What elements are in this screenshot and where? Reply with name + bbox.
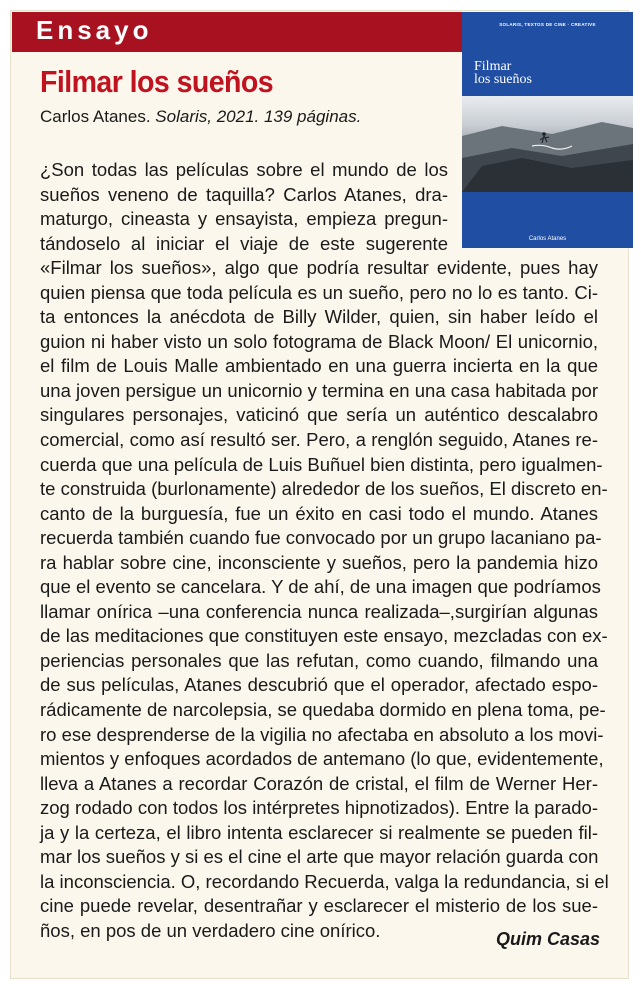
body-line: periencias personales que las refutan, como cuando, filmando una	[40, 649, 598, 671]
body-line: una joven persigue un unicornio y termina en una casa habitada por	[40, 379, 598, 401]
review-author-signature: Quim Casas	[495, 929, 600, 949]
body-line: guion ni haber visto un solo fotograma de Black Moon/ El unicornio,	[40, 330, 598, 352]
body-line: te construida (burlonamente) alrededor de los sueños, El discreto en-	[40, 478, 608, 500]
cover-title-line-1: Filmar	[474, 59, 512, 74]
body-line: ja y la certeza, el libro intenta esclarecer si realmente se pueden fil-	[40, 821, 598, 843]
body-line: maturgo, cineasta y ensayista, empieza pregun-	[40, 208, 448, 230]
body-line: sueños veneno de taquilla? Carlos Atanes, dra-	[40, 183, 448, 205]
body-line: zog rodado con todos los intérpretes hipnotizados). Entre la parado-	[40, 797, 598, 819]
body-line: cine puede revelar, desentrañar y esclarecer el misterio de los sue-	[40, 895, 598, 917]
body-line: ro ese desprenderse de la vigilia no afectaba en absoluto a los movi-	[40, 723, 604, 745]
body-line: ta entonces la anécdota de Billy Wilder, quien, sin haber leído el	[40, 306, 598, 328]
body-line: llamar onírica –una conferencia nunca realizada–,surgirían algunas	[40, 600, 598, 622]
body-line: mar los sueños y si es el cine el arte que mayor relación guarda con	[40, 846, 599, 868]
body-line: rádicamente de narcolepsia, se quedaba dormido en plena toma, pe-	[40, 699, 606, 721]
article-title: Filmar los sueños	[40, 64, 274, 99]
body-line: de las meditaciones que constituyen este ensayo, mezcladas con ex-	[40, 625, 608, 647]
body-line: singulares personajes, vaticinó que sería un auténtico descalabro	[40, 404, 598, 426]
cover-series-label: SOLARIS, TEXTOS DE CINE · CREATIVE	[499, 22, 596, 27]
body-line: canto de la burguesía, fue un éxito en casi todo el mundo. Atanes	[40, 502, 598, 524]
section-label: Ensayo	[36, 15, 153, 45]
body-line: mientos y enfoques acordados de antemano (lo que, evidentemente,	[40, 748, 604, 770]
body-line: cuerda que una película de Luis Buñuel bien distinta, pero igualmen-	[40, 453, 603, 475]
cover-title	[474, 60, 532, 86]
body-line: la inconsciencia. O, recordando Recuerda, valga la redundancia, si el	[40, 870, 609, 892]
body-line: ños, en pos de un verdadero cine onírico.	[40, 919, 381, 941]
body-line: de sus películas, Atanes descubrió que el operador, afectado espo-	[40, 674, 598, 696]
body-line: tándoselo al iniciar el viaje de este sugerente	[40, 232, 448, 254]
body-line: el film de Louis Malle ambientado en una guerra incierta en la que	[40, 355, 598, 377]
body-line: ¿Son todas las películas sobre el mundo de los	[40, 159, 448, 180]
cover-title-line-2: los sueños	[474, 72, 532, 87]
body-line: que el evento se cancelara. Y de ahí, de una imagen que podríamos	[40, 576, 601, 598]
body-line: ra hablar sobre cine, inconsciente y sueños, pero la pandemia hizo	[40, 551, 598, 573]
body-line: «Filmar los sueños», algo que podría resultar evidente, pues hay	[40, 257, 598, 279]
cover-author: Carlos Atanes	[528, 236, 567, 242]
byline-publication: Solaris, 2021. 139 páginas.	[155, 107, 362, 126]
byline	[40, 107, 361, 127]
article-body	[40, 158, 609, 944]
body-line: lleva a Atanes a recordar Corazón de cristal, el film de Werner Her-	[40, 772, 598, 794]
body-line: recuerda también cuando fue convocado por un grupo lacaniano pa-	[40, 527, 602, 549]
section-banner	[12, 12, 471, 52]
byline-author: Carlos Atanes.	[40, 107, 151, 126]
body-line: comercial, como así resultó ser. Pero, a renglón seguido, Atanes re-	[40, 429, 598, 451]
body-line: quien piensa que toda película es un sueño, pero no lo es tanto. Ci-	[40, 281, 598, 303]
